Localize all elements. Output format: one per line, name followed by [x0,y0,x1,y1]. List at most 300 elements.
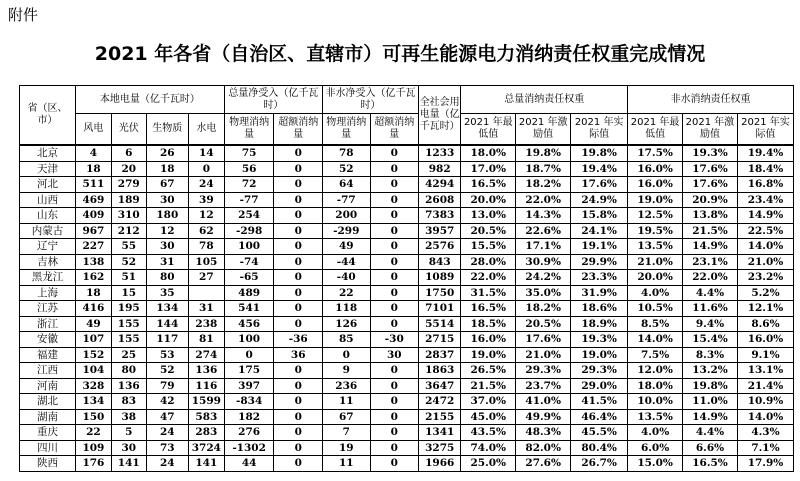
col-total-excess-header: 超额消纳量 [274,114,323,146]
table-cell: 18 [146,161,188,177]
table-row [20,270,794,286]
weights-table [19,85,794,472]
table-cell: 22.5% [737,223,793,239]
table-cell: 14.0% [737,409,793,425]
table-cell: 11 [323,394,371,410]
table-cell: 27 [188,270,224,286]
table-cell: 0 [274,440,323,456]
table-cell: 49.9% [516,409,571,425]
table-cell: 29.3% [571,363,628,379]
province-cell: 安徽 [20,332,76,348]
table-cell: 26.5% [461,363,516,379]
table-cell: 52 [323,161,371,177]
table-cell: -834 [224,394,274,410]
table-cell: 7.1% [737,440,793,456]
table-cell: 8.6% [737,316,793,332]
col-total-physical-header: 物理消纳量 [224,114,274,146]
table-cell: 42 [146,394,188,410]
table-cell: 13.5% [628,409,683,425]
table-cell: 1599 [188,394,224,410]
province-cell: 吉林 [20,254,76,270]
table-row [20,456,794,472]
table-cell: 15.0% [628,456,683,472]
table-cell: 175 [224,363,274,379]
province-cell: 河北 [20,177,76,193]
table-cell: 49 [323,239,371,255]
table-cell: 12 [188,208,224,224]
table-cell: 10.5% [628,301,683,317]
col-nonhydro-excess-header: 超额消纳量 [370,114,419,146]
table-cell: 0 [370,177,419,193]
table-cell: 21.4% [737,378,793,394]
table-cell: 16.5% [461,301,516,317]
table-cell: 18.2% [516,177,571,193]
province-cell: 江苏 [20,301,76,317]
table-cell: 541 [224,301,274,317]
province-cell: 湖北 [20,394,76,410]
table-cell: 19.8% [683,378,738,394]
province-cell: 黑龙江 [20,270,76,286]
table-cell: 24 [146,456,188,472]
table-cell: 2837 [419,347,461,363]
table-cell: 0 [274,270,323,286]
table-cell: 24.9% [571,192,628,208]
table-cell: 28.0% [461,254,516,270]
table-cell: -36 [274,332,323,348]
table-cell: -299 [323,223,371,239]
province-cell: 河南 [20,378,76,394]
table-cell: 24.1% [571,223,628,239]
table-cell: 136 [188,363,224,379]
table-cell: 85 [323,332,371,348]
table-cell: 0 [274,192,323,208]
table-cell: 49 [75,316,111,332]
table-cell: 0 [274,316,323,332]
table-cell: 39 [188,192,224,208]
table-cell: 18.7% [516,161,571,177]
table-cell: 0 [370,409,419,425]
col-total-weight-header: 总量消纳责任权重 [461,86,628,114]
col-local-gen-header: 本地电量（亿千瓦时） [75,86,224,114]
table-cell: 0 [274,161,323,177]
table-row [20,347,794,363]
table-cell: 11.0% [683,394,738,410]
province-cell: 浙江 [20,316,76,332]
table-cell: 80 [146,270,188,286]
table-cell: 0 [274,301,323,317]
table-cell: 18.9% [571,316,628,332]
table-row [20,285,794,301]
table-cell: 31 [146,254,188,270]
table-cell: 31.5% [461,285,516,301]
table-cell: 24 [188,177,224,193]
table-cell: 116 [188,378,224,394]
table-cell: 25.0% [461,456,516,472]
table-cell: 27.6% [516,456,571,472]
table-cell: 0 [274,239,323,255]
table-row [20,409,794,425]
table-cell: 14.9% [683,239,738,255]
table-cell: 75 [224,145,274,161]
col-nonhydro-actual-header: 2021 年实际值 [737,114,793,146]
table-cell: 16.5% [683,456,738,472]
table-cell: 18.4% [737,161,793,177]
table-cell: 18 [75,161,111,177]
col-nonhydro-import-header: 非水净受入（亿千瓦时） [323,86,419,114]
table-cell: 23.4% [737,192,793,208]
table-cell: 31 [188,301,224,317]
table-cell: 141 [111,456,146,472]
table-cell: 24.2% [516,270,571,286]
col-total-incentive-header: 2021 年激励值 [516,114,571,146]
table-cell: 35 [146,285,188,301]
table-cell: 227 [75,239,111,255]
table-cell: 11.6% [683,301,738,317]
table-cell: 43.5% [461,425,516,441]
table-cell: 17.6% [516,332,571,348]
table-cell: 0 [323,347,371,363]
col-total-actual-header: 2021 年实际值 [571,114,628,146]
table-cell: 20.5% [516,316,571,332]
table-cell: 17.0% [461,161,516,177]
table-cell: 26.7% [571,456,628,472]
province-cell: 山西 [20,192,76,208]
table-cell: 0 [274,363,323,379]
table-cell: 0 [370,270,419,286]
table-cell: 19.8% [516,145,571,161]
table-cell: 2155 [419,409,461,425]
table-cell: 18 [75,285,111,301]
table-row [20,239,794,255]
col-biomass-header: 生物质 [146,114,188,146]
table-cell: 45.0% [461,409,516,425]
table-cell: 0 [370,285,419,301]
table-cell: 155 [111,316,146,332]
table-cell: 397 [224,378,274,394]
table-cell: 141 [188,456,224,472]
table-cell: 15.8% [571,208,628,224]
table-row [20,332,794,348]
table-cell: 19.3% [571,332,628,348]
table-cell: 0 [370,208,419,224]
table-cell: 52 [111,254,146,270]
table-cell: 19.0% [628,192,683,208]
table-cell: 20.9% [683,192,738,208]
table-cell: -1302 [224,440,274,456]
table-cell: 16.8% [737,177,793,193]
table-cell: 118 [323,301,371,317]
table-cell: 78 [188,239,224,255]
table-cell: 72 [224,177,274,193]
table-cell: 17.5% [628,145,683,161]
table-cell: 17.1% [516,239,571,255]
table-cell: 0 [370,254,419,270]
table-cell: 7.5% [628,347,683,363]
table-cell: 0 [274,223,323,239]
table-cell: 104 [75,363,111,379]
table-row [20,161,794,177]
table-cell [188,285,224,301]
table-cell: 8.3% [683,347,738,363]
table-cell: 2715 [419,332,461,348]
table-cell: 9.1% [737,347,793,363]
table-cell: 81 [188,332,224,348]
table-cell: 0 [274,409,323,425]
table-cell: 254 [224,208,274,224]
table-cell: 53 [146,347,188,363]
table-cell: 3647 [419,378,461,394]
table-cell: 409 [75,208,111,224]
table-cell: 0 [274,254,323,270]
table-cell: 15.4% [683,332,738,348]
table-row [20,177,794,193]
table-cell: 276 [224,425,274,441]
table-cell: 1750 [419,285,461,301]
table-cell: 41.0% [516,394,571,410]
table-cell: 19.4% [737,145,793,161]
table-cell: 12.0% [628,363,683,379]
table-cell: 189 [111,192,146,208]
table-cell: 30 [111,440,146,456]
table-cell: 136 [111,378,146,394]
table-cell: 5514 [419,316,461,332]
table-cell: 1863 [419,363,461,379]
table-cell: 22.0% [461,270,516,286]
table-cell: 3275 [419,440,461,456]
table-cell: 0 [370,223,419,239]
table-cell: 0 [274,456,323,472]
table-cell: 195 [111,301,146,317]
table-cell: 6.6% [683,440,738,456]
province-cell: 北京 [20,145,76,161]
table-cell: 0 [274,394,323,410]
table-cell: -77 [224,192,274,208]
table-cell: 23.1% [683,254,738,270]
table-cell: 82.0% [516,440,571,456]
table-cell: 21.0% [516,347,571,363]
table-cell: 23.7% [516,378,571,394]
province-cell: 重庆 [20,425,76,441]
table-cell: 14.0% [737,239,793,255]
province-cell: 山东 [20,208,76,224]
col-nonhydro-physical-header: 物理消纳量 [323,114,371,146]
table-cell: 4.4% [683,285,738,301]
table-cell: 67 [323,409,371,425]
col-nonhydro-weight-header: 非水消纳责任权重 [628,86,794,114]
table-cell: -40 [323,270,371,286]
table-cell: 3724 [188,440,224,456]
table-cell: 155 [111,332,146,348]
table-cell: 1089 [419,270,461,286]
table-row [20,316,794,332]
table-cell: 30 [146,192,188,208]
table-cell: 982 [419,161,461,177]
col-consumption-header: 全社会用电量（亿千瓦时） [419,86,461,146]
table-row [20,378,794,394]
table-cell: 16.0% [461,332,516,348]
table-cell: 0 [370,456,419,472]
table-cell: 13.5% [628,239,683,255]
table-cell: 19.1% [571,239,628,255]
table-cell: 10.0% [628,394,683,410]
table-cell: 138 [75,254,111,270]
table-cell: 12.1% [737,301,793,317]
table-cell: -65 [224,270,274,286]
table-cell: 107 [75,332,111,348]
table-cell: 100 [224,332,274,348]
table-cell: 310 [111,208,146,224]
table-cell: 0 [274,378,323,394]
table-cell: 7383 [419,208,461,224]
table-cell: 843 [419,254,461,270]
table-cell: 416 [75,301,111,317]
table-cell: 176 [75,456,111,472]
table-cell: -44 [323,254,371,270]
col-nonhydro-min-header: 2021 年最低值 [628,114,683,146]
col-province-header: 省（区、市） [20,86,76,146]
table-cell: 23.3% [571,270,628,286]
table-cell: 7 [323,425,371,441]
table-cell: 109 [75,440,111,456]
table-cell: -74 [224,254,274,270]
table-cell: 19.0% [571,347,628,363]
province-cell: 天津 [20,161,76,177]
table-cell: 22 [323,285,371,301]
table-cell: 0 [370,145,419,161]
province-cell: 辽宁 [20,239,76,255]
table-cell: 8.5% [628,316,683,332]
table-cell: 2576 [419,239,461,255]
table-cell: 0 [370,192,419,208]
table-cell: 0 [370,316,419,332]
col-solar-header: 光伏 [111,114,146,146]
table-cell: 1966 [419,456,461,472]
table-cell: 274 [188,347,224,363]
table-cell: 13.1% [737,363,793,379]
table-cell: 10.9% [737,394,793,410]
table-cell: 30.9% [516,254,571,270]
table-cell: 26 [146,145,188,161]
table-cell: 14.0% [628,332,683,348]
table-cell: 4.0% [628,285,683,301]
table-cell: 18.5% [461,316,516,332]
table-cell: 0 [370,239,419,255]
table-cell: 29.3% [516,363,571,379]
table-cell: 0 [370,161,419,177]
table-cell: 80 [111,363,146,379]
table-cell: 16.0% [628,177,683,193]
table-cell: 44 [224,456,274,472]
table-cell: 0 [370,440,419,456]
table-cell: 30 [146,239,188,255]
table-cell: 56 [224,161,274,177]
table-cell: 150 [75,409,111,425]
table-cell: 62 [188,223,224,239]
table-cell: 19.4% [571,161,628,177]
table-cell: 21.0% [737,254,793,270]
table-cell: 29.0% [571,378,628,394]
table-row [20,223,794,239]
table-cell: 19.8% [571,145,628,161]
table-cell: 47 [146,409,188,425]
table-cell: 17.6% [571,177,628,193]
table-cell: 19.5% [628,223,683,239]
table-cell: 4294 [419,177,461,193]
table-row [20,394,794,410]
table-cell: 15.5% [461,239,516,255]
table-cell: 20.0% [461,192,516,208]
col-total-import-header: 总量净受入（亿千瓦时） [224,86,322,114]
table-cell: 14.9% [683,409,738,425]
table-row [20,425,794,441]
table-cell: 22 [75,425,111,441]
table-row [20,363,794,379]
province-cell: 内蒙古 [20,223,76,239]
header-row-2 [20,114,794,146]
table-cell: 0 [370,301,419,317]
table-cell: 19.3% [683,145,738,161]
table-cell: 0 [370,394,419,410]
table-cell: -77 [323,192,371,208]
header-row-1 [20,86,794,114]
col-nonhydro-incentive-header: 2021 年激励值 [683,114,738,146]
table-cell: 20 [111,161,146,177]
table-cell: 0 [188,161,224,177]
table-cell: 126 [323,316,371,332]
province-cell: 陕西 [20,456,76,472]
table-cell: 23.2% [737,270,793,286]
table-cell: 0 [274,145,323,161]
table-cell: 134 [75,394,111,410]
table-cell: 14.9% [737,208,793,224]
table-cell: 22.0% [516,192,571,208]
province-cell: 江西 [20,363,76,379]
table-cell: 469 [75,192,111,208]
table-cell: 13.0% [461,208,516,224]
table-cell: 105 [188,254,224,270]
table-cell: 29.9% [571,254,628,270]
table-cell: 1233 [419,145,461,161]
table-cell: 9.4% [683,316,738,332]
table-cell: 0 [370,425,419,441]
table-cell: 182 [224,409,274,425]
table-cell: 21.5% [461,378,516,394]
table-cell: 0 [224,347,274,363]
table-cell: 5 [111,425,146,441]
table-cell: 11 [323,456,371,472]
table-cell: 17.6% [683,161,738,177]
province-cell: 湖南 [20,409,76,425]
table-cell: 83 [111,394,146,410]
table-cell: 48.3% [516,425,571,441]
table-cell: 3957 [419,223,461,239]
table-cell: 152 [75,347,111,363]
table-cell: 18.6% [571,301,628,317]
table-cell: 45.5% [571,425,628,441]
table-cell: 489 [224,285,274,301]
table-row [20,254,794,270]
table-cell: 5.2% [737,285,793,301]
table-cell: 0 [274,285,323,301]
table-cell: 144 [146,316,188,332]
table-cell: 30 [370,347,419,363]
table-row [20,301,794,317]
table-cell: 21.5% [683,223,738,239]
table-cell: 51 [111,270,146,286]
table-cell: 64 [323,177,371,193]
table-cell: 18.0% [461,145,516,161]
table-cell: 328 [75,378,111,394]
